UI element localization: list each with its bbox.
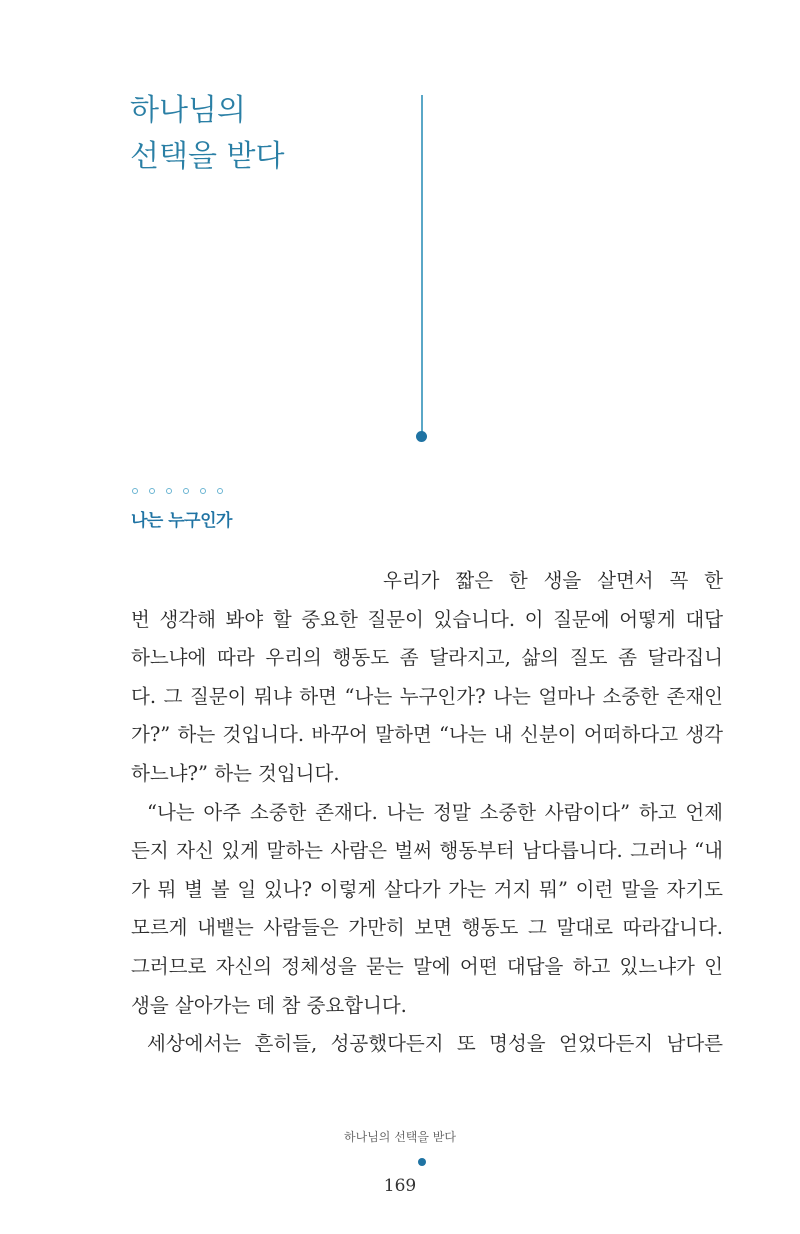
body-line: 세상에서는 흔히들, 성공했다든지 또 명성을 얻었다든지 남다른 xyxy=(147,1032,723,1056)
body-line: 가 뭐 별 볼 일 있나? 이렇게 살다가 가는 거지 뭐” 이런 말을 자기도 xyxy=(131,877,723,901)
body-line: 번 생각해 봐야 할 중요한 질문이 있습니다. 이 질문에 어떻게 대답 xyxy=(131,607,723,631)
running-footer-title: 하나님의 선택을 받다 xyxy=(344,1130,456,1144)
circle-icon xyxy=(183,488,189,494)
section-title: 나는 누구인가 xyxy=(131,511,232,531)
page-number: 169 xyxy=(383,1176,417,1196)
body-line: 모르게 내뱉는 사람들은 가만히 보면 행동도 그 말대로 따라갑니다. xyxy=(131,916,723,940)
chapter-title-line-2: 선택을 받다 xyxy=(130,139,285,174)
circle-icon xyxy=(166,488,172,494)
chapter-title xyxy=(130,88,284,180)
circle-icon xyxy=(217,488,223,494)
body-line: 다. 그 질문이 뭐냐 하면 “나는 누구인가? 나는 얼마나 소중한 존재인 xyxy=(131,684,723,708)
body-line: “나는 아주 소중한 존재다. 나는 정말 소중한 사람이다” 하고 언제 xyxy=(147,800,723,824)
footer-dot xyxy=(418,1158,426,1166)
decorative-circles xyxy=(132,488,223,494)
body-line: 하느냐?” 하는 것입니다. xyxy=(131,761,340,785)
chapter-title-line-1: 하나님의 xyxy=(130,93,246,128)
body-line: 하느냐에 따라 우리의 행동도 좀 달라지고, 삶의 질도 좀 달라집니 xyxy=(131,646,723,670)
body-line: 생을 살아가는 데 참 중요합니다. xyxy=(131,993,407,1017)
body-line: 우리가 짧은 한 생을 살면서 꼭 한 xyxy=(383,569,723,592)
circle-icon xyxy=(149,488,155,494)
circle-icon xyxy=(200,488,206,494)
body-line: 든지 자신 있게 말하는 사람은 벌써 행동부터 남다릅니다. 그러나 “내 xyxy=(131,839,723,863)
body-line: 가?” 하는 것입니다. 바꾸어 말하면 “나는 내 신분이 어떠하다고 생각 xyxy=(131,723,723,747)
body-text xyxy=(131,562,723,1064)
vertical-divider-line xyxy=(421,95,423,435)
circle-icon xyxy=(132,488,138,494)
divider-dot xyxy=(416,431,427,442)
body-line: 그러므로 자신의 정체성을 묻는 말에 어떤 대답을 하고 있느냐가 인 xyxy=(131,954,723,978)
